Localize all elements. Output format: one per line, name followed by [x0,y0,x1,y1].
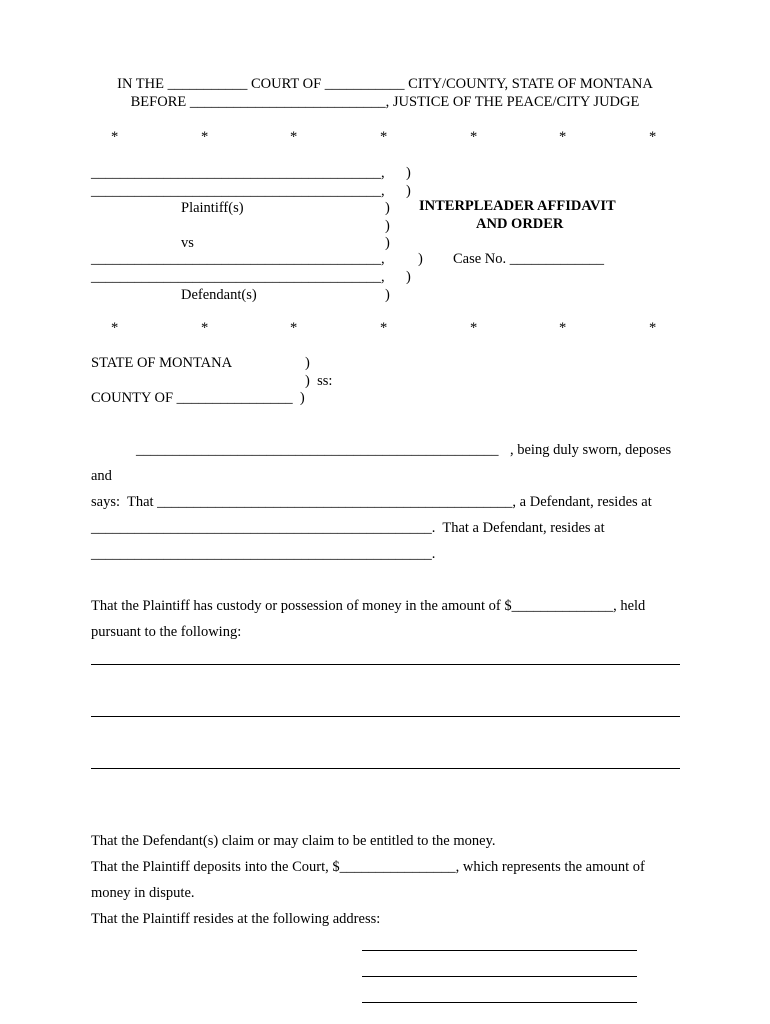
plaintiff-name-field-1[interactable]: ________________________________________, [91,165,385,181]
pursuant-blank-line-3[interactable] [91,768,680,769]
defendant-name-field-2[interactable]: ________________________________________, [91,269,385,285]
venue-ss: ) ss: [305,373,333,389]
star: * [290,320,298,336]
pursuant-blank-line-1[interactable] [91,664,680,665]
star: * [380,320,388,336]
court-header-line-2: BEFORE ___________________________, JUSTICE OF THE PEACE/CITY JUDGE [130,94,640,110]
plaintiff-address-line-1[interactable] [362,950,637,951]
plaintiff-address-intro: That the Plaintiff resides at the following address: [91,911,381,927]
defendant-residence-line-2[interactable]: _______________________________________________. [91,546,436,562]
star: * [111,320,119,336]
affiant-name-field[interactable]: __________________________________________________ [136,442,499,458]
says-defendant-line[interactable]: says: That _________________________________________________, a Defendant, resides at [91,494,652,510]
deposit-amount-line[interactable]: That the Plaintiff deposits into the Court, $________________, which represents the amount of [91,859,645,875]
defendant-residence-line-1[interactable]: _______________________________________________. That a Defendant, resides at [91,520,605,536]
star: * [559,129,567,145]
defendant-claim-text: That the Defendant(s) claim or may claim to be entitled to the money. [91,833,496,849]
defendant-label: Defendant(s) [181,287,257,303]
plaintiff-address-line-3[interactable] [362,1002,637,1003]
caption-paren: ) [385,218,390,234]
caption-paren: ) [385,200,390,216]
star: * [559,320,567,336]
document-title-line-1: INTERPLEADER AFFIDAVIT [419,198,616,214]
plaintiff-address-line-2[interactable] [362,976,637,977]
star: * [290,129,298,145]
venue-state: STATE OF MONTANA [91,355,233,371]
caption-paren: ) [406,165,411,181]
caption-paren: ) [418,251,423,267]
venue-county-field[interactable]: COUNTY OF ________________ ) [91,390,305,406]
case-number-field[interactable]: Case No. _____________ [453,251,605,267]
star: * [201,320,209,336]
and-text: and [91,468,112,484]
sworn-text: , being duly sworn, deposes [510,442,672,458]
deposit-dispute-text: money in dispute. [91,885,195,901]
defendant-name-field-1[interactable]: ________________________________________, [91,251,385,267]
star: * [470,320,478,336]
document-title-line-2: AND ORDER [476,216,564,232]
star: * [111,129,119,145]
star: * [380,129,388,145]
star: * [649,320,657,336]
star: * [470,129,478,145]
pursuant-blank-line-2[interactable] [91,716,680,717]
caption-paren: ) [385,287,390,303]
vs-label: vs [181,235,194,251]
star: * [649,129,657,145]
custody-amount-line[interactable]: That the Plaintiff has custody or possession of money in the amount of $______________, held [91,598,646,614]
caption-paren: ) [385,235,390,251]
plaintiff-label: Plaintiff(s) [181,200,244,216]
venue-paren: ) [305,355,310,371]
caption-paren: ) [406,183,411,199]
court-header-line-1: IN THE ___________ COURT OF ___________ CITY/COUNTY, STATE OF MONTANA [117,76,653,92]
plaintiff-name-field-2[interactable]: ________________________________________, [91,183,385,199]
custody-pursuant-text: pursuant to the following: [91,624,242,640]
caption-paren: ) [406,269,411,285]
star: * [201,129,209,145]
